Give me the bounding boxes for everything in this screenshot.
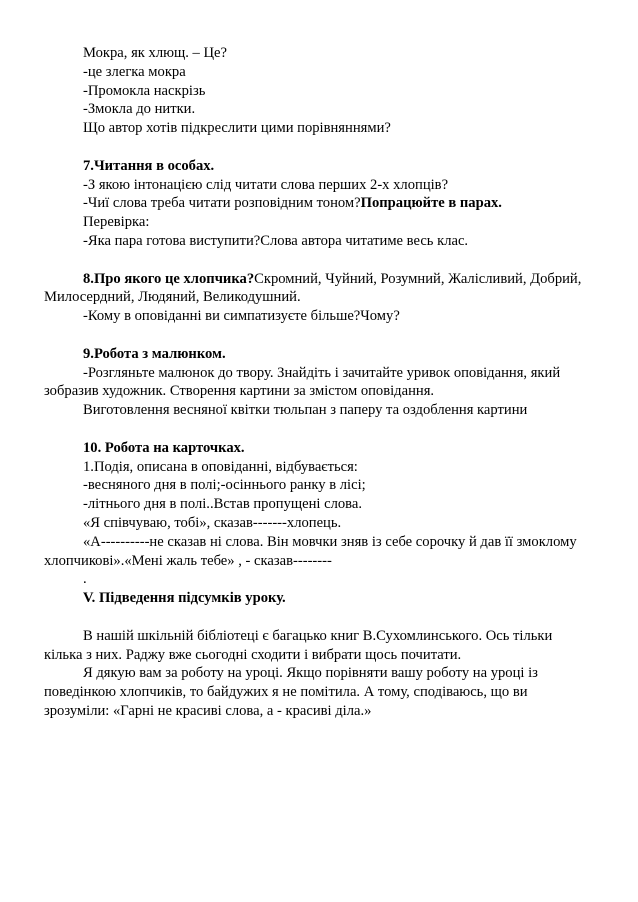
section9-line3: Виготовлення весняної квітки тюльпан з паперу та оздоблення картини xyxy=(83,402,528,419)
section7-line2-text: -Чиї слова треба читати розповідним тоном? xyxy=(83,195,361,212)
section8-title: 8.Про якого це хлопчика? xyxy=(83,270,255,287)
section10-title: 10. Робота на карточках. xyxy=(83,439,245,456)
section10-line4: «Я співчуваю, тобі», сказав-------хлопець. xyxy=(83,514,342,531)
spacer xyxy=(44,420,604,439)
sectionV-p2-line3: зрозуміли: «Гарні не красиві слова, а - красиві діла.» xyxy=(44,702,372,719)
spacer xyxy=(44,138,604,157)
section7-line4: -Яка пара готова виступити?Слова автора читатиме весь клас. xyxy=(83,232,469,249)
section8-line1 xyxy=(44,270,604,289)
section8-line2: Милосердний, Людяний, Великодушний. xyxy=(44,289,301,306)
section10-line6: хлопчикові».«Мені жаль тебе» , - сказав-------- xyxy=(44,552,332,569)
section9-line1: -Розгляньте малюнок до твору. Знайдіть і зачитайте уривок оповідання, який xyxy=(83,364,561,381)
sectionV-p2-line2: поведінкою хлопчиків, то байдужих я не помітила. А тому, сподіваюсь, що ви xyxy=(44,684,528,701)
compare-final-question: Що автор хотів підкреслити цими порівняннями? xyxy=(83,120,391,137)
section9-line2: зобразив художник. Створення картини за змістом оповідання. xyxy=(44,383,435,400)
compare-question: Мокра, як хлющ. – Це? xyxy=(83,45,227,61)
spacer xyxy=(44,251,604,270)
section7-title: 7.Читання в особах. xyxy=(83,157,215,174)
section7-line2 xyxy=(44,194,604,213)
sectionV-title: V. Підведення підсумків уроку. xyxy=(83,590,286,607)
section10-line2: -весняного дня в полі;-осіннього ранку в лісі; xyxy=(83,477,366,494)
section8-line3: -Кому в оповіданні ви симпатизуєте більше?Чому? xyxy=(83,308,400,325)
stray-dot: . xyxy=(83,571,87,588)
sectionV-p2-line1: Я дякую вам за роботу на уроці. Якщо порівняти вашу роботу на уроці із xyxy=(83,665,538,682)
document-page xyxy=(44,44,604,721)
sectionV-p1-line1: В нашій шкільній бібліотеці є багацько книг В.Сухомлинського. Ось тільки xyxy=(83,627,553,644)
section7-line3: Перевірка: xyxy=(83,214,150,231)
sectionV-p1-line2: кілька з них. Раджу вже сьогодні сходити і вибрати щось почитати. xyxy=(44,646,462,663)
section10-line1: 1.Подія, описана в оповіданні, відбувається: xyxy=(83,458,358,475)
section9-title: 9.Робота з малюнком. xyxy=(83,345,226,362)
compare-item-1: -це злегка мокра xyxy=(83,63,186,80)
compare-item-3: -Змокла до нитки. xyxy=(83,101,196,118)
section8-line1-rest: Скромний, Чуйний, Розумний, Жалісливий, Добрий, xyxy=(254,270,582,287)
section10-line5: «А----------не сказав ні слова. Він мовчки зняв із себе сорочку й дав її змоклому xyxy=(83,533,577,550)
spacer xyxy=(44,608,604,627)
section7-line1: -З якою інтонацією слід читати слова перших 2-х хлопців? xyxy=(83,176,449,193)
section7-line2-bold: Попрацюйте в парах. xyxy=(360,195,502,212)
section10-line3: -літнього дня в полі..Встав пропущені слова. xyxy=(83,496,362,513)
compare-item-2: -Промокла наскрізь xyxy=(83,82,206,99)
spacer xyxy=(44,326,604,345)
